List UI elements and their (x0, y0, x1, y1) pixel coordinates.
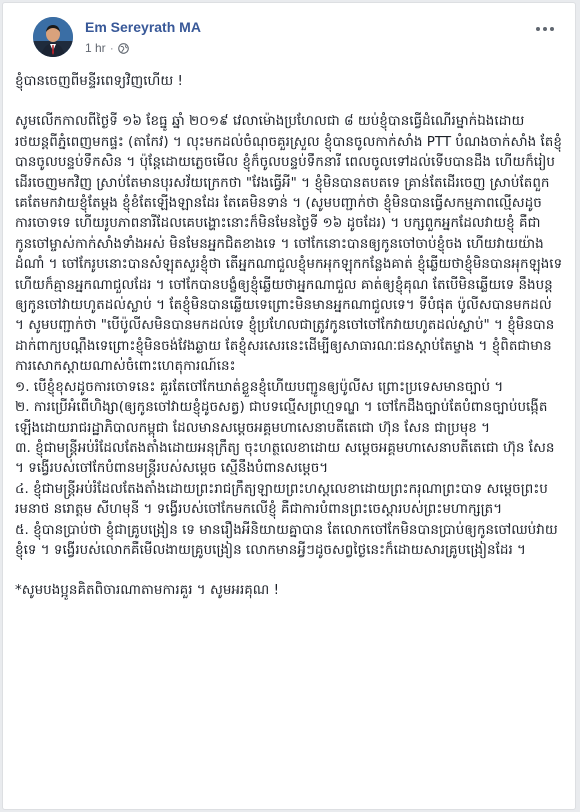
profile-photo (33, 17, 73, 57)
avatar[interactable] (33, 17, 73, 57)
globe-icon[interactable] (118, 43, 129, 54)
post-header (3, 3, 575, 65)
post-list-item: ២. ការប្រើអំពើហិង្សា(ឲ្យកូនចៅវាយខ្ញុំដូចសត្វ) ជាបទល្មើសព្រហ្មទណ្ឌ ។ ចៅកែដឹងច្បាប់តែបំពានច្បាប់បង្កើតឡើងដោយរាជរដ្ឋាភិបាលកម្ពុជា ដែលមានសម្តេចអគ្គមហាសេនាបតីតេជោ ហ៊ុន សែន ជាប្រមុខ ។ (15, 399, 548, 436)
post-list-item: ៣. ខ្ញុំជាមន្ត្រីអប់រំដែលតែងតាំងដោយអនុក្រឹត្យ ចុះហត្ថលេខាដោយ សម្តេចអគ្គមហាសេនាបតីតេជោ ហ៊ុន សែន ។ ទង្វើរបស់ចៅកែបំពានមន្ត្រីរបស់សម្តេច ស្មើនឹងបំពានសម្តេច។ (15, 439, 555, 477)
post-timestamp[interactable]: 1 hr (85, 41, 106, 55)
post-list-item: ៤. ខ្ញុំជាមន្ត្រីអប់រំដែលតែងតាំងដោយព្រះរាជក្រឹត្យឡាយព្រះហស្តលេខាដោយព្រះករុណាព្រះបាទ សម្តេចព្រះបរមនាថ នរោត្តម សីហមុនី ។ ទង្វើរបស់ចៅកែមកលើខ្ញុំ គឺជាការបំពានព្រះចេស្តារបស់ព្រះមហាក្សត្រ។ (15, 480, 548, 518)
post-paragraph: សូមលើកកាលពីថ្ងៃទី ១៦ ខែធ្នូ ឆ្នាំ ២០១៩ វេលាម៉ោងប្រហែលជា ៨ យប់ខ្ញុំបានធ្វើដំណើរម្នាក់ឯងដោយរថយន្តពីភ្នំពេញមកផ្ទះ (តាកែវ) ។ លុះមកដល់ចំណុចគួរស្រួល ខ្ញុំបានចូលកាក់សាំង PTT បំណងចាក់សាំង តែខ្ញុំបានចូលបន្ទប់ទឹកសិន ។ ប៉ុន្តែដោយភ្លេចមើល ខ្ញុំក៏ចូលបន្ទប់ទឹកនារី ពេលចូលទៅដល់ទើបបានដឹង ហើយក៏រៀបដើរចេញមកវិញ ស្រាប់តែមានបុរសវ័យក្រេកថា "វែងធ្វើអី" ។ ខ្ញុំមិនបានតបតទេ គ្រាន់តែដើរចេញ ស្រាប់តែពួកគេតែមកវាយខ្ញុំតែម្តង ខ្ញុំខំតែឡើងឡានដែរ តែគេមិនទាន់ ។ (សូមបញ្ជាក់ថា ខ្ញុំមិនបានធ្វើសកម្មភាពល្មើសដូចការចោទទេ ហើយរូបភាពនារីដែលគេបង្ហោះនោះក៏មិនមែនថ្ងៃទី ១៦ ដូចដែរ) ។ បក្សពួកអ្នកដែលវាយខ្ញុំ គឺជាកូនចៅម្ចាស់កាក់សាំងទាំងអស់ មិនមែនអ្នកជិតខាងទេ ។ ចៅកែនោះបានឲ្យកូនចៅចាប់ខ្ញុំចង ហើយវាយយ៉ាងដំណាំ ។ ចៅកែរូបនោះបានសំឡុតសួរខ្ញុំថា តើអ្នកណាជួលខ្ញុំមកអុកឡុកកន្លែងគាត់ ខ្ញុំឆ្លើយថាខ្ញុំមិនបានអុកឡុងទេ ហើយក៏គ្មានអ្នកណាជួលដែរ ។ ចៅកែបានបង្ខំឲ្យខ្ញុំឆ្លើយថាអ្នកណាជួល គាត់ឲ្យខ្ញុំគុណ តែបើមិនឆ្លើយទេ នឹងបន្តឲ្យកូនចៅវាយហូតដល់ស្លាប់ ។ តែខ្ញុំមិនបានឆ្លើយទេព្រោះមិនមានអ្នកណាជួលទេ។ ទីបំផុត ប៉ូលីសបានមកដល់ ។ សូមបញ្ជាក់ថា "បើប៉ូលីសមិនបានមកដល់ទេ ខ្ញុំប្រហែលជាត្រូវកូនចៅចៅកែវាយហូតដល់ស្លាប់" ។ ខ្ញុំមិនបានដាក់ពាក្យបណ្តឹងទេព្រោះខ្ញុំមិនចង់វែងឆ្ងាយ តែខ្ញុំសរសេរនេះដើម្បីឲ្យសាធារណៈជនស្តាប់តែម្ខាង ។ ខ្ញុំពិតជាមានការសោកស្តាយណាស់ចំពោះហេតុការណ៍នេះ (15, 113, 563, 375)
post-paragraph: ខ្ញុំបានចេញពីមន្ទីរពេទ្យវិញហើយ ! (15, 73, 183, 89)
more-options-icon[interactable] (533, 21, 557, 37)
post-body (15, 71, 563, 601)
separator-dot: · (109, 41, 114, 55)
post-list-item: ៥. ខ្ញុំបានប្រាប់ថា ខ្ញុំជាគ្រូបង្រៀន ទេ មានរឿងអីនិយាយគ្នាបាន តែលោកចៅកែមិនបានប្រាប់ឲ្យកូនចៅឈប់វាយខ្ញុំទេ ។ ទង្វើរបស់លោកគឺមើលងាយគ្រូបង្រៀន លោកមានអ្វីៗដូចសព្វថ្ងៃនេះក៏ដោយសារគ្រូបង្រៀនដែរ ។ (15, 521, 558, 558)
post-paragraph: *សូមបងប្អូនគិតពិចារណាតាមការគួរ ។ សូមអរគុណ ! (15, 582, 279, 599)
post-list-item: ១. បើខ្ញុំខុសដូចការចោទនេះ គួរតែចៅកែឃាត់ខ្លួនខ្ញុំហើយបញ្ជូនឲ្យប៉ូលីស ព្រោះប្រទេសមានច្បាប់ ។ (15, 378, 504, 395)
author-name[interactable]: Em Sereyrath MA (85, 19, 201, 35)
post-meta (85, 41, 129, 55)
post-card (2, 2, 576, 810)
